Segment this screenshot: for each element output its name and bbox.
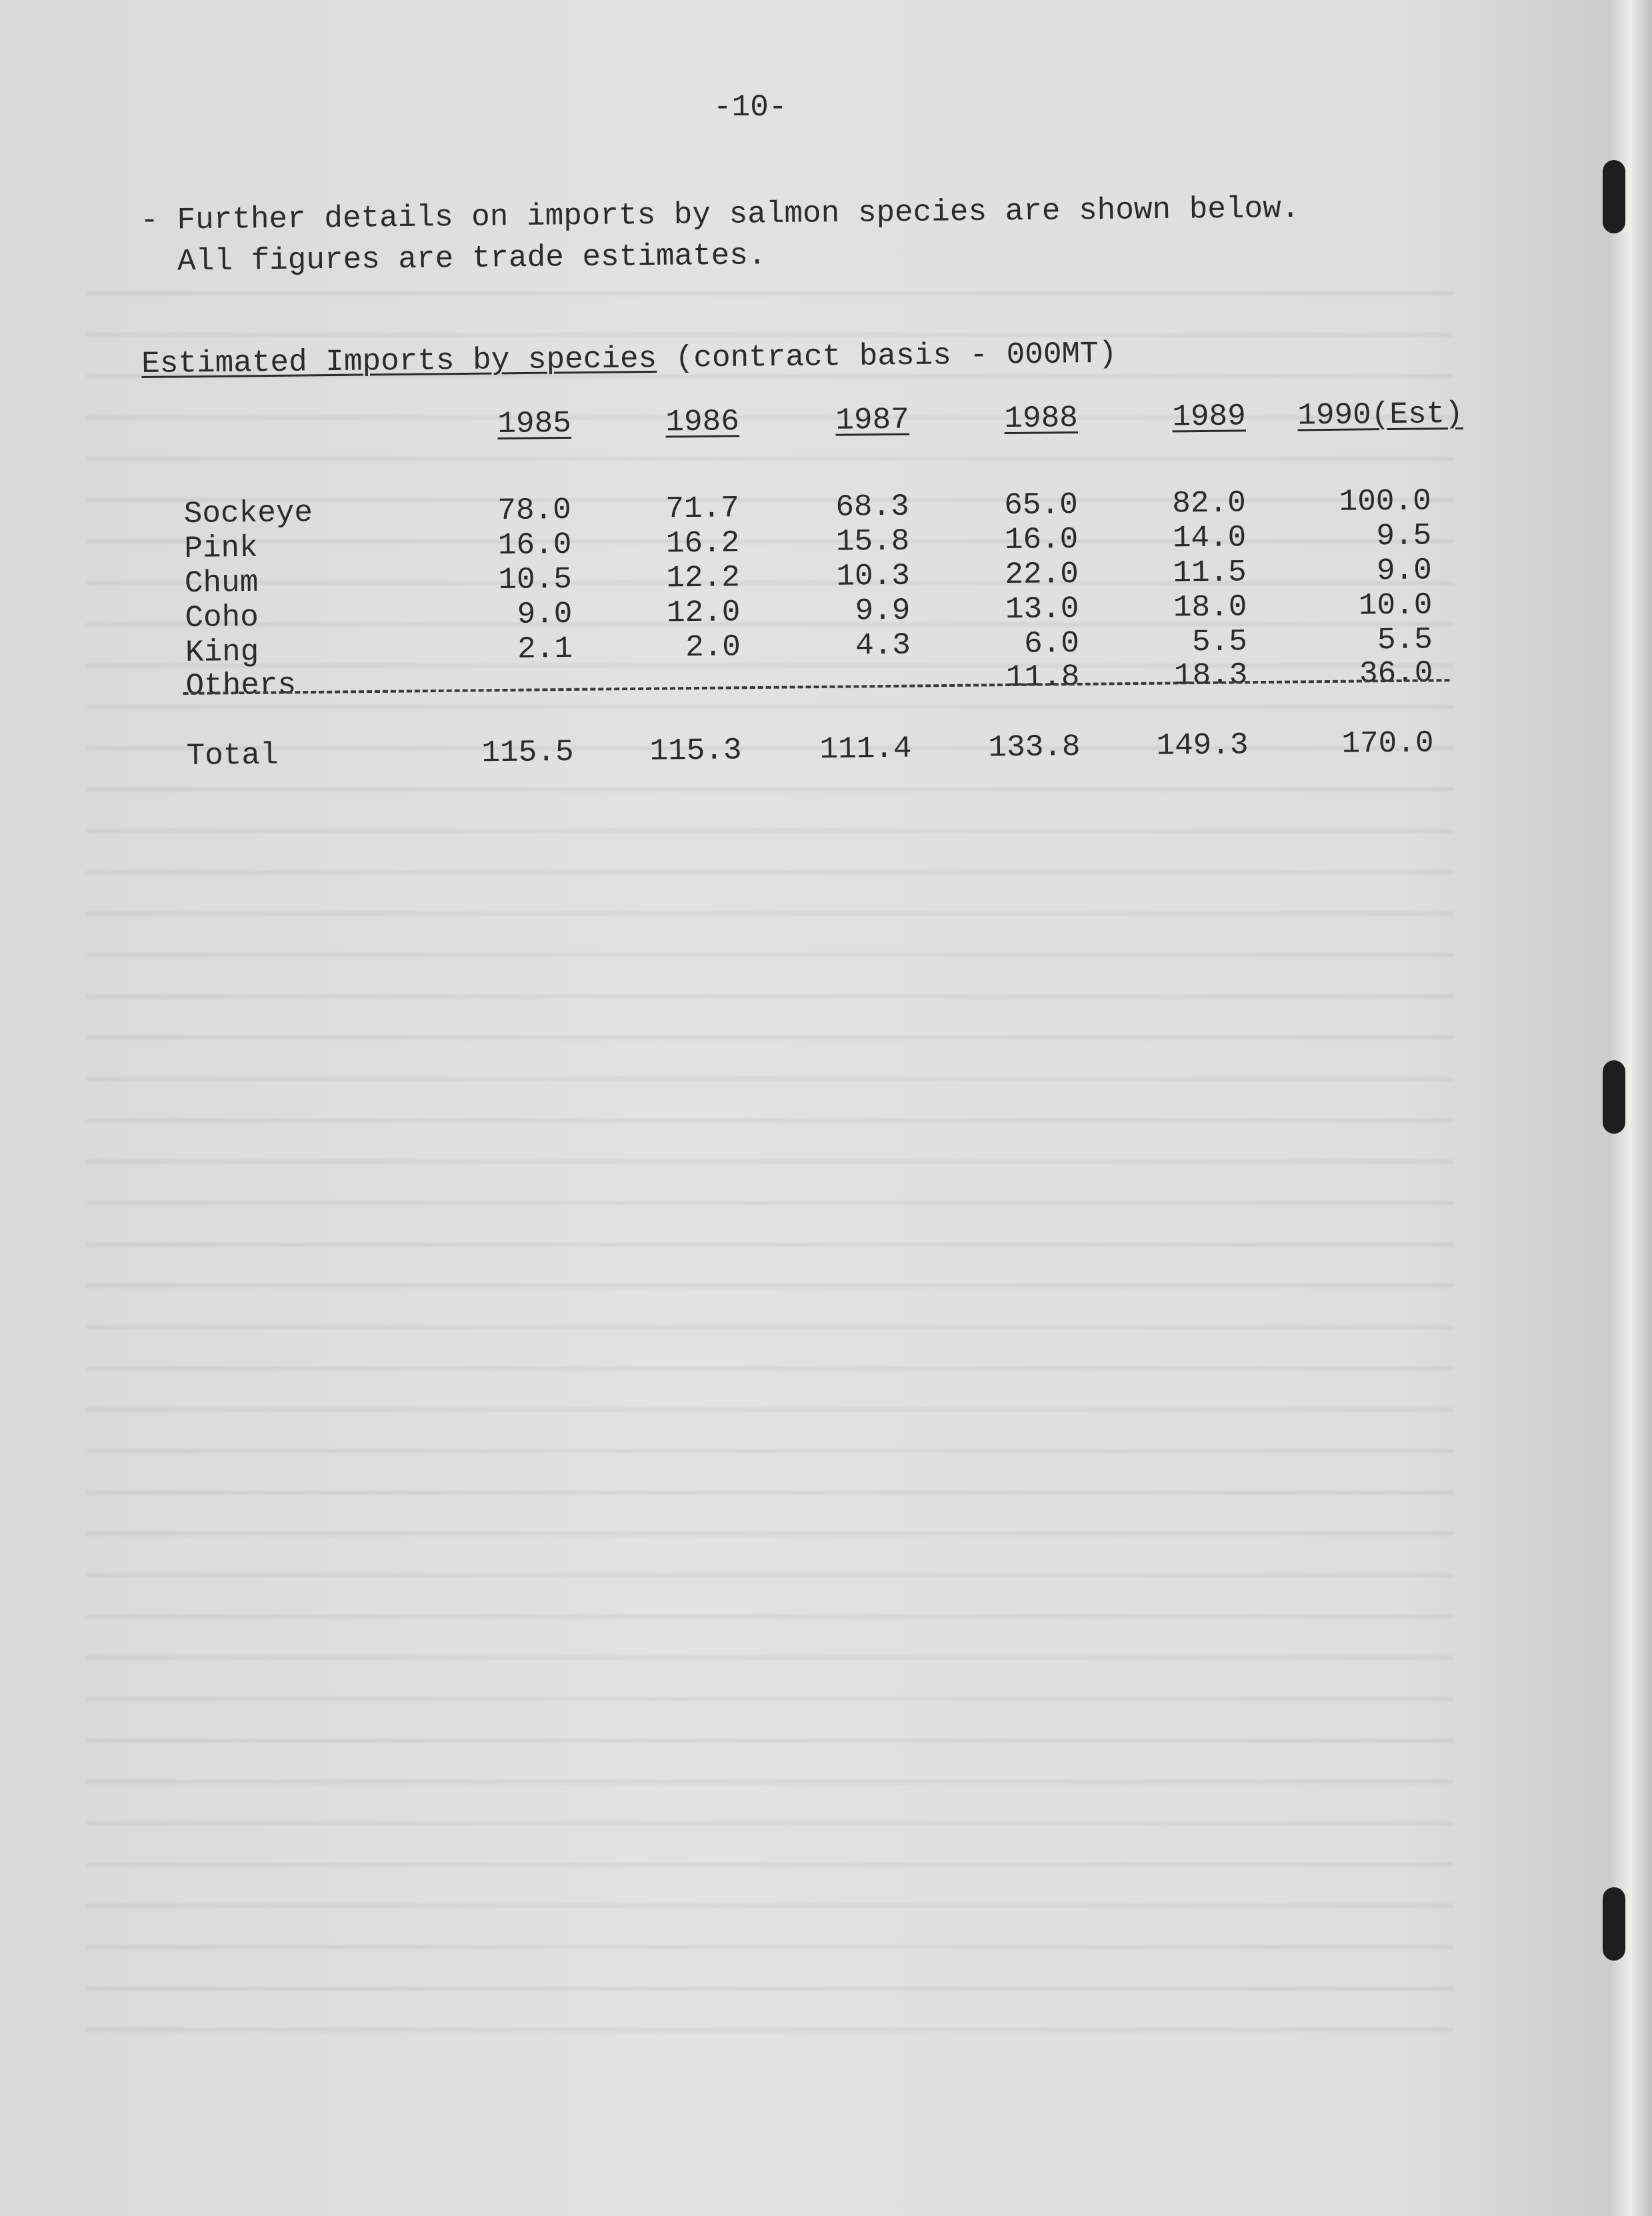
binder-ring [1603, 1060, 1625, 1134]
year-header: 1988 [1004, 400, 1079, 437]
table-cell: 16.2 [665, 525, 740, 562]
table-cell: 9.9 [855, 593, 911, 629]
intro-line: - Further details on imports by salmon species are shown below. [140, 191, 1300, 238]
year-header: 1987 [835, 402, 910, 438]
table-cell: 15.8 [835, 523, 910, 560]
table-cell: 12.2 [666, 560, 741, 596]
total-cell: 115.5 [481, 734, 574, 771]
table-cell: 100.0 [1339, 483, 1431, 519]
table-cell: 9.5 [1376, 518, 1432, 554]
total-cell: 133.8 [988, 729, 1081, 766]
table-cell: 2.1 [517, 631, 573, 667]
binder-ring [1603, 160, 1625, 233]
table-cell: 10.5 [498, 562, 573, 598]
species-label: Pink [184, 530, 259, 566]
page-number: -10- [713, 90, 787, 125]
table-cell: 18.0 [1173, 590, 1247, 626]
table-cell: 10.3 [836, 558, 911, 594]
table-cell: 13.0 [1005, 591, 1079, 628]
table-title-underlined: Estimated Imports by species [141, 341, 657, 381]
table-cell: 4.3 [855, 628, 911, 664]
binder-ring [1603, 1887, 1625, 1961]
table-cell: 5.5 [1377, 622, 1433, 658]
table-title-rest: (contract basis - 000MT) [656, 336, 1117, 376]
species-label: Others [185, 668, 297, 704]
year-header: 1986 [665, 404, 740, 440]
total-cell: 149.3 [1156, 728, 1249, 764]
table-cell: 12.0 [666, 595, 741, 631]
table-cell: 9.0 [1376, 553, 1433, 589]
table-cell: 22.0 [1005, 556, 1079, 593]
total-label: Total [186, 738, 279, 774]
table-cell: 6.0 [1023, 626, 1080, 662]
table-cell: 36.0 [1359, 656, 1433, 692]
year-header: 1990(Est) [1297, 396, 1464, 433]
table-cell: 78.0 [497, 492, 572, 529]
table-cell: 16.0 [1004, 521, 1079, 558]
intro-line: All figures are trade estimates. [140, 238, 767, 279]
table-cell: 16.0 [497, 527, 572, 564]
table-cell: 9.0 [517, 596, 573, 632]
intro-paragraph [140, 188, 1300, 283]
table-cell: 10.0 [1358, 588, 1433, 624]
year-header: 1985 [497, 405, 572, 442]
table-cell: 18.3 [1173, 658, 1248, 694]
total-cell: 115.3 [649, 733, 742, 769]
table-cell: 11.8 [1005, 659, 1080, 696]
species-label: Chum [184, 565, 259, 601]
table-cell: 14.0 [1172, 520, 1247, 556]
table-cell: 5.5 [1191, 624, 1248, 660]
species-label: King [185, 634, 259, 670]
table-cell: 82.0 [1172, 485, 1246, 521]
species-label: Sockeye [183, 495, 313, 531]
table-cell: 68.3 [835, 489, 910, 525]
table-cell: 71.7 [665, 491, 740, 527]
total-cell: 170.0 [1341, 726, 1434, 762]
table-cell: 11.5 [1173, 555, 1247, 591]
year-header: 1989 [1172, 399, 1247, 435]
table-cell: 65.0 [1004, 487, 1078, 523]
table-cell: 2.0 [685, 630, 741, 666]
total-cell: 111.4 [819, 731, 912, 767]
species-label: Coho [185, 600, 259, 636]
